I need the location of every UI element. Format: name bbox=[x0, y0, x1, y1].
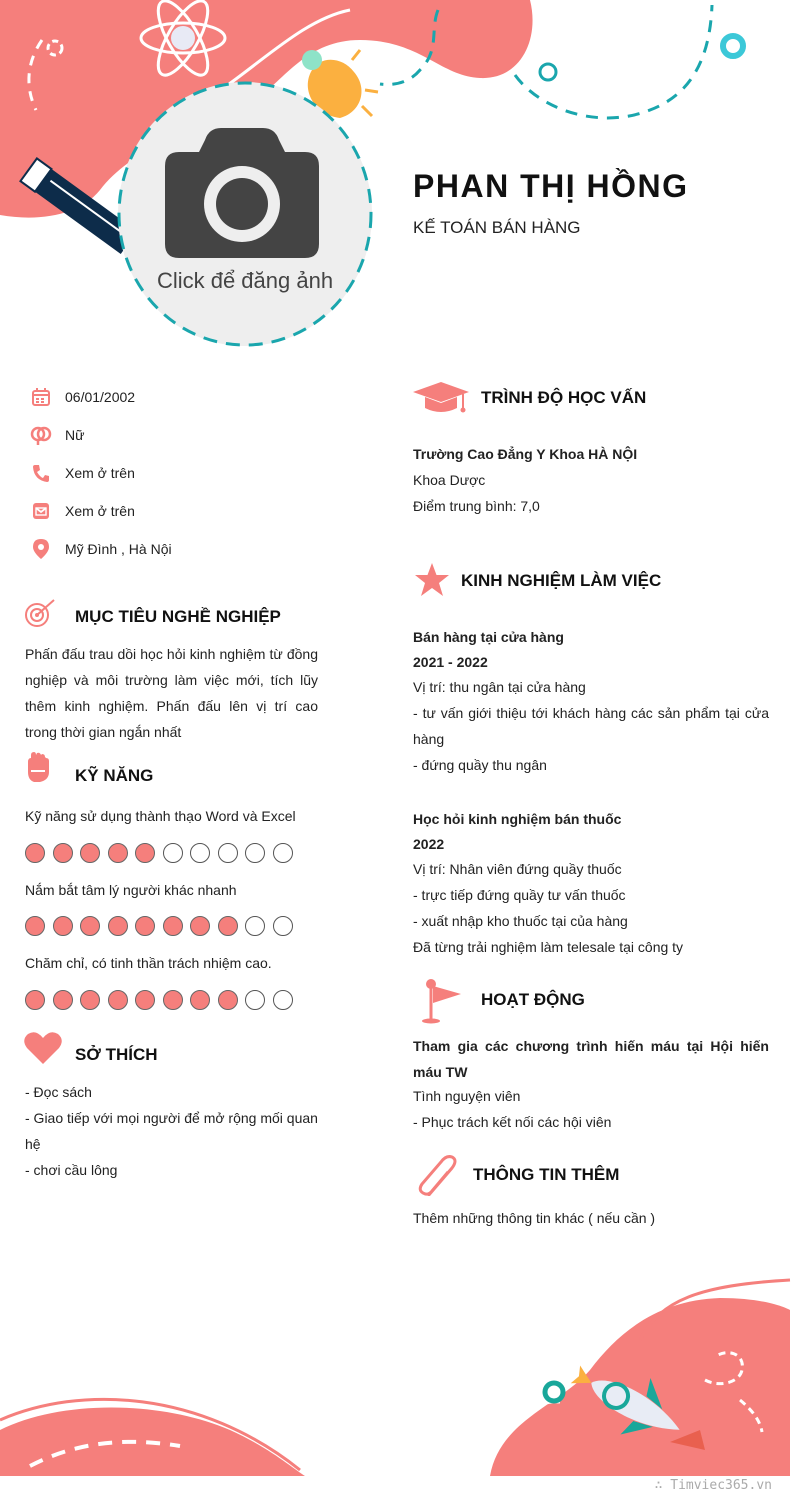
education-title: TRÌNH ĐỘ HỌC VẤN bbox=[481, 388, 647, 407]
job-line: Đã từng trải nghiệm làm telesale tại công ty bbox=[413, 939, 684, 955]
skill-name: Chăm chỉ, có tinh thần trách nhiệm cao. bbox=[25, 955, 272, 971]
rating-dot-filled bbox=[53, 843, 73, 863]
job-title: KẾ TOÁN BÁN HÀNG bbox=[413, 218, 581, 237]
watermark: ∴ Timviec365.vn bbox=[654, 1478, 772, 1493]
email-icon bbox=[30, 500, 52, 522]
job-line: Vị trí: thu ngân tại cửa hàng bbox=[413, 679, 586, 695]
job-period: 2022 bbox=[413, 836, 445, 852]
rating-dot-filled bbox=[163, 916, 183, 936]
hobby-item: - Giao tiếp với mọi người để mở rộng mối quan hệ bbox=[25, 1110, 318, 1152]
job-line: - đứng quầy thu ngân bbox=[413, 757, 547, 773]
activity-role: Tình nguyện viên bbox=[413, 1088, 521, 1104]
job-line: - tư vấn giới thiệu tới khách hàng các sản phẩm tại cửa hàng bbox=[413, 705, 769, 747]
graduation-cap-icon bbox=[413, 380, 469, 414]
contact-email bbox=[30, 500, 135, 522]
heart-icon bbox=[24, 1031, 62, 1065]
rating-dot-filled bbox=[190, 990, 210, 1010]
calendar-icon bbox=[30, 386, 52, 408]
footer-decoration bbox=[0, 1270, 800, 1502]
job-line: - xuất nhập kho thuốc tại của hàng bbox=[413, 913, 628, 929]
location-icon bbox=[30, 538, 52, 560]
rating-dot-filled bbox=[135, 990, 155, 1010]
contact-value: 06/01/2002 bbox=[65, 389, 136, 405]
rating-dot-filled bbox=[190, 916, 210, 936]
star-icon bbox=[414, 562, 450, 598]
rating-dot-filled bbox=[135, 843, 155, 863]
skill-rating bbox=[25, 916, 293, 936]
rating-dot-empty bbox=[273, 990, 293, 1010]
rating-dot-filled bbox=[80, 843, 100, 863]
job-company: Bán hàng tại cửa hàng bbox=[413, 629, 564, 645]
extra-title: THÔNG TIN THÊM bbox=[473, 1165, 620, 1184]
skill-name: Nắm bắt tâm lý người khác nhanh bbox=[25, 882, 237, 898]
rating-dot-empty bbox=[245, 916, 265, 936]
contact-value: Xem ở trên bbox=[65, 465, 135, 481]
hobbies-title: SỞ THÍCH bbox=[75, 1045, 158, 1064]
hobby-item: - chơi cầu lông bbox=[25, 1162, 118, 1178]
teal-ring-icon bbox=[545, 1383, 563, 1401]
school-name: Trường Cao Đẳng Y Khoa HÀ NỘI bbox=[413, 446, 638, 462]
rating-dot-empty bbox=[245, 990, 265, 1010]
rating-dot-filled bbox=[108, 990, 128, 1010]
flag-icon bbox=[419, 978, 465, 1024]
candidate-name: PHAN THỊ HỒNG bbox=[413, 168, 689, 204]
activities-title: HOẠT ĐỘNG bbox=[481, 990, 585, 1009]
skill-rating bbox=[25, 990, 293, 1010]
job-company: Học hỏi kinh nghiệm bán thuốc bbox=[413, 811, 622, 827]
contact-phone bbox=[30, 462, 135, 484]
gender-icon bbox=[30, 424, 52, 446]
hobby-item: - Đọc sách bbox=[25, 1084, 92, 1100]
experience-title: KINH NGHIỆM LÀM VIỆC bbox=[461, 571, 662, 590]
gpa: Điểm trung bình: 7,0 bbox=[413, 498, 540, 514]
activity-desc: - Phục trách kết nối các hội viên bbox=[413, 1114, 612, 1130]
hand-icon bbox=[24, 752, 50, 784]
rating-dot-filled bbox=[25, 916, 45, 936]
contact-gender bbox=[30, 424, 84, 446]
rating-dot-filled bbox=[53, 990, 73, 1010]
rating-dot-filled bbox=[80, 990, 100, 1010]
rating-dot-filled bbox=[108, 916, 128, 936]
contact-value: Xem ở trên bbox=[65, 503, 135, 519]
contact-value: Nữ bbox=[65, 427, 85, 443]
rating-dot-filled bbox=[108, 843, 128, 863]
major: Khoa Dược bbox=[413, 472, 486, 488]
contact-value: Mỹ Đình , Hà Nội bbox=[65, 541, 172, 557]
paperclip-icon bbox=[414, 1152, 460, 1196]
skills-title: KỸ NĂNG bbox=[75, 766, 154, 785]
phone-icon bbox=[30, 462, 52, 484]
camera-icon bbox=[165, 128, 319, 258]
teal-ring-icon bbox=[723, 36, 743, 56]
job-line: - trực tiếp đứng quầy tư vấn thuốc bbox=[413, 887, 626, 903]
rating-dot-empty bbox=[273, 916, 293, 936]
rating-dot-filled bbox=[163, 990, 183, 1010]
skill-name: Kỹ năng sử dụng thành thạo Word và Excel bbox=[25, 808, 296, 824]
rating-dot-filled bbox=[218, 990, 238, 1010]
rating-dot-empty bbox=[245, 843, 265, 863]
activity-org: Tham gia các chương trình hiến máu tại Hội hiến máu TW bbox=[413, 1038, 769, 1080]
target-icon bbox=[24, 598, 58, 630]
rating-dot-empty bbox=[218, 843, 238, 863]
rating-dot-filled bbox=[53, 916, 73, 936]
objective-title: MỤC TIÊU NGHỀ NGHIỆP bbox=[75, 607, 281, 626]
rating-dot-filled bbox=[25, 843, 45, 863]
photo-upload-label[interactable]: Click để đăng ảnh bbox=[156, 268, 334, 293]
rating-dot-filled bbox=[25, 990, 45, 1010]
rating-dot-filled bbox=[80, 916, 100, 936]
job-line: Vị trí: Nhân viên đứng quầy thuốc bbox=[413, 861, 622, 877]
rating-dot-filled bbox=[218, 916, 238, 936]
rating-dot-empty bbox=[273, 843, 293, 863]
rating-dot-filled bbox=[135, 916, 155, 936]
skill-rating bbox=[25, 843, 293, 863]
job-period: 2021 - 2022 bbox=[413, 654, 488, 670]
rating-dot-empty bbox=[190, 843, 210, 863]
extra-text: Thêm những thông tin khác ( nếu cần ) bbox=[413, 1210, 656, 1226]
contact-birthday bbox=[30, 386, 135, 408]
rating-dot-empty bbox=[163, 843, 183, 863]
objective-text: Phấn đấu trau dồi học hỏi kinh nghiệm từ đồng nghiệp và môi trường làm việc mới, tích lũy thêm kinh nghiệm. Phấn đấu lên vị trí cao trong thời gian ngắn nhất bbox=[25, 646, 318, 740]
contact-location bbox=[30, 538, 172, 560]
